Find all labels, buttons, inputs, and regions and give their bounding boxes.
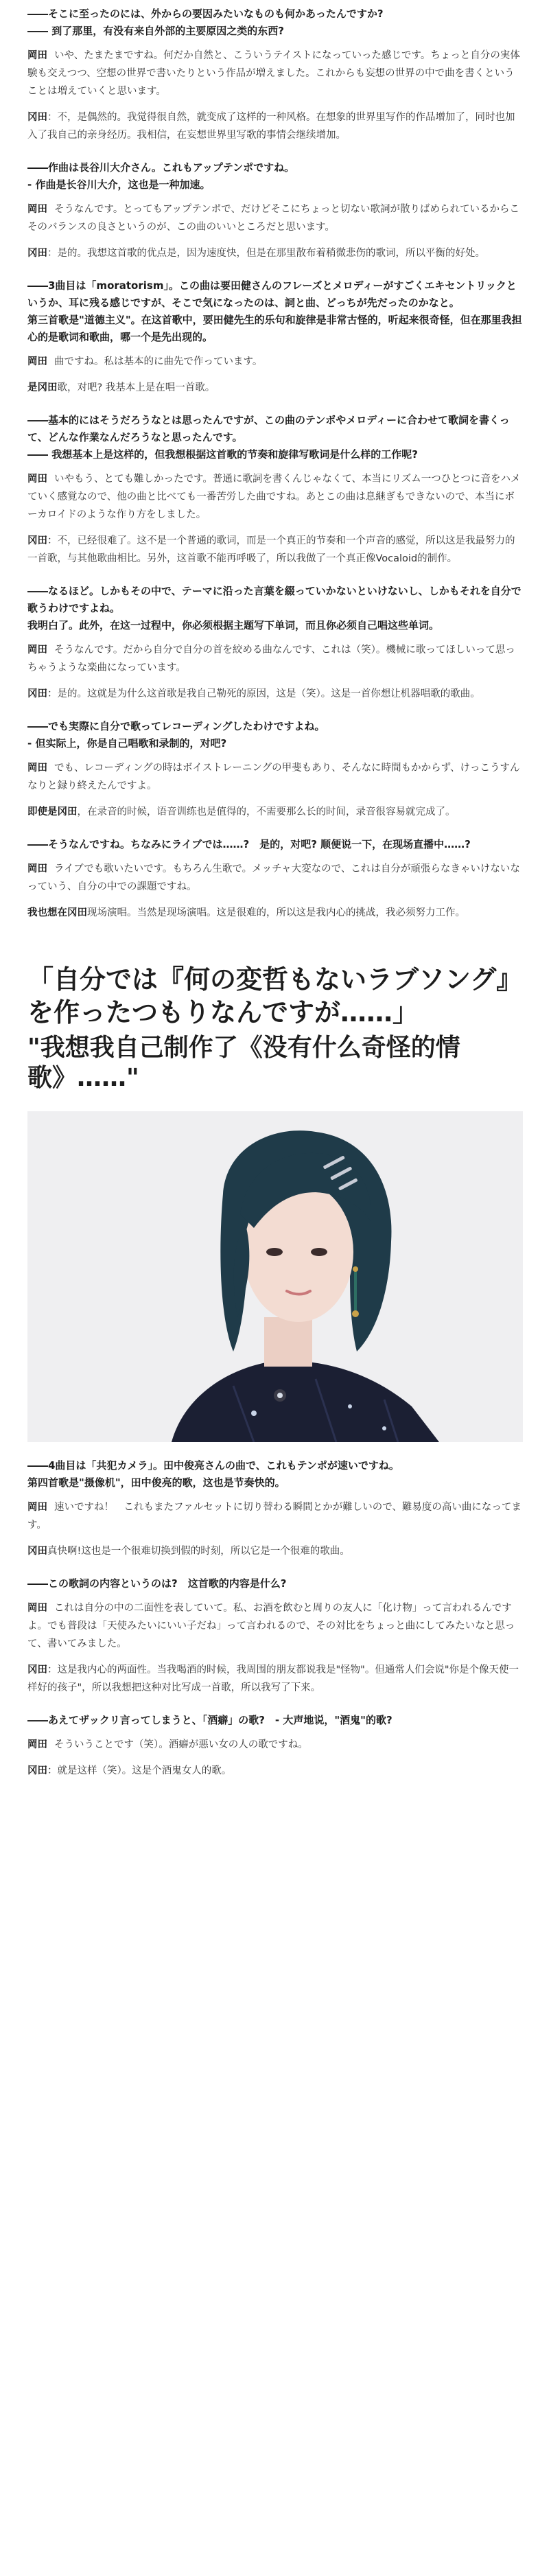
speaker-name: 岡田 (27, 1739, 47, 1750)
answer-paragraph (27, 641, 524, 677)
speaker-name: 我也想在冈田 (27, 907, 87, 918)
question-line: 第四首歌是"摄像机"，田中俊亮的歌，这也是节奏快的。 (27, 1476, 285, 1489)
question-line: ――3曲目は「moratorism」。この曲は要田健さんのフレーズとメロディーがすごくエキセントリックというか、耳に残る感じですが、そこで気になったのは、詞と曲、どっちが先だったのかなと。 (27, 279, 517, 309)
answer-paragraph (27, 353, 524, 371)
answer-text: 歌，对吧? 我基本上是在唱一首歌。 (57, 382, 215, 393)
answer-text: そうなんです。だから自分で自分の首を絞める曲なんです、これは（笑）。機械に歌ってほしいって思っちゃうような楽曲になっています。 (27, 645, 515, 673)
question-line: ―― 我想基本上是这样的，但我想根据这首歌的节奏和旋律写歌词是什么样的工作呢? (27, 448, 418, 461)
speaker-name: 冈田 (27, 248, 47, 259)
speaker-name: 是冈田 (27, 382, 58, 393)
speaker-name: 岡田 (27, 204, 47, 215)
section-heading-ja: 「自分では『何の変哲もないラブソング』を作ったつもりなんですが……」 (27, 964, 523, 1028)
speaker-name: 岡田 (27, 50, 47, 61)
interviewer-question (27, 718, 524, 752)
speaker-name: 岡田 (27, 474, 47, 485)
answer-paragraph (27, 904, 524, 922)
speaker-name: 冈田 (27, 112, 47, 123)
speaker-name: 即使是冈田 (27, 807, 78, 817)
question-line: ――4曲目は「共犯カメラ」。田中俊亮さんの曲で、これもテンポが速いですね。 (27, 1459, 399, 1472)
interviewer-question (27, 159, 524, 194)
answer-paragraph (27, 532, 524, 568)
answer-text: 真快啊!这也是一个很难切换到假的时刻，所以它是一个很难的歌曲。 (47, 1546, 350, 1557)
interviewer-question (27, 1712, 524, 1729)
question-line: ――でも実際に自分で歌ってレコーディングしたわけですよね。 (27, 720, 325, 732)
answer-paragraph (27, 1599, 524, 1653)
artist-photo (27, 1111, 523, 1442)
speaker-name: 岡田 (27, 863, 47, 874)
speaker-name: 冈田 (27, 688, 47, 699)
answer-text: いやもう、とても難しかったです。普通に歌詞を書くんじゃなくて、本当にリズム一つひとつに音をハメていく感覚なので、他の曲と比べても一番苦労した曲ですね。あとこの曲は息継ぎもできないので、本当にボーカロイドのような作り方をしました。 (27, 474, 521, 520)
answer-text: 曲ですね。私は基本的に曲先で作っています。 (54, 356, 263, 367)
interviewer-question (27, 583, 524, 634)
interviewer-question (27, 1575, 524, 1592)
answer-paragraph (27, 1762, 524, 1780)
answer-text: そうなんです。とってもアップテンポで、だけどそこにちょっと切ない歌詞が散りばめられているからこそのバランスの良さというのが、この曲のいいところだと思います。 (27, 204, 520, 233)
interviewer-question (27, 412, 524, 463)
answer-paragraph (27, 685, 524, 703)
question-line: ――そうなんですね。ちなみにライブでは……? 是的，对吧? 顺便说一下，在现场直播中……? (27, 838, 471, 850)
answer-paragraph (27, 470, 524, 524)
answer-paragraph (27, 1542, 524, 1560)
interviewer-question (27, 836, 524, 853)
answer-paragraph (27, 860, 524, 896)
answer-text: 速いですね！ これもまたファルセットに切り替わる瞬間とかが難しいので、難易度の高い曲になってます。 (27, 1502, 521, 1531)
interviewer-question (27, 1457, 524, 1492)
question-line: - 作曲是长谷川大介，这也是一种加速。 (27, 178, 211, 191)
answer-text: ：是的。这就是为什么这首歌是我自己勒死的原因，这是（笑）。这是一首你想让机器唱歌的歌曲。 (47, 688, 480, 699)
question-line: ――作曲は長谷川大介さん。これもアップテンポですね。 (27, 161, 295, 174)
answer-text: ：不，是偶然的。我觉得很自然，就变成了这样的一种风格。在想象的世界里写作的作品增加了，同时也加入了我自己的亲身经历。我相信，在妄想世界里写歌的事情会继续增加。 (27, 112, 515, 141)
answer-text: そういうことです（笑）。酒癖が悪い女の人の歌ですね。 (54, 1739, 308, 1750)
answer-text: ：就是这样（笑）。这是个酒鬼女人的歌。 (47, 1765, 232, 1776)
speaker-name: 冈田 (27, 1546, 47, 1557)
question-line: ――そこに至ったのには、外からの要因みたいなものも何かあったんですか? (27, 8, 384, 20)
answer-text: ，在录音的时候，语音训练也是值得的，不需要那么长的时间，录音很容易就完成了。 (77, 807, 456, 817)
answer-paragraph (27, 47, 524, 100)
answer-paragraph (27, 1498, 524, 1534)
answer-paragraph (27, 244, 524, 262)
portrait-illustration (27, 1111, 523, 1442)
question-line: ――基本的にはそうだろうなとは思ったんですが、この曲のテンポやメロディーに合わせて歌詞を書くって、どんな作業なんだろうなと思ったんです。 (27, 414, 510, 443)
answer-paragraph (27, 803, 524, 821)
answer-paragraph (27, 108, 524, 144)
interviewer-question (27, 5, 524, 40)
speaker-name: 岡田 (27, 1502, 47, 1513)
answer-text: ：不，已经很难了。这不是一个普通的歌词，而是一个真正的节奏和一个声音的感觉，所以这是我最努力的一首歌，与其他歌曲相比。另外，这首歌不能再呼吸了，所以我做了一个真正像Vocaloid的制作。 (27, 535, 515, 564)
interviewer-question (27, 277, 524, 346)
interview-section-2 (27, 1457, 524, 1780)
speaker-name: 岡田 (27, 356, 47, 367)
answer-text: これは自分の中の二面性を表していて。私、お酒を飲むと周りの友人に「化け物」って言われるんですよ。でも普段は「天使みたいにいい子だね」って言われるので、その対比をちょっと曲にしてみたいなと思って、書いてみました。 (27, 1603, 515, 1649)
speaker-name: 冈田 (27, 1664, 47, 1675)
answer-text: ：这是我内心的两面性。当我喝酒的时候，我周围的朋友都说我是"怪物"。但通常人们会说"你是个像天使一样好的孩子"，所以我想把这种对比写成一首歌，所以我写了下来。 (27, 1664, 519, 1693)
section-heading (27, 963, 524, 1093)
question-line: ――なるほど。しかもその中で、テーマに沿った言葉を綴っていかないといけないし、しかもそれを自分で歌うわけですよね。 (27, 585, 521, 614)
speaker-name: 岡田 (27, 645, 47, 655)
interview-section-1 (27, 5, 524, 922)
answer-paragraph (27, 759, 524, 795)
question-line: 第三首歌是"道德主义"。在这首歌中，要田健先生的乐句和旋律是非常古怪的，听起来很奇怪，但在那里我担心的是歌词和歌曲，哪一个是先出现的。 (27, 314, 522, 343)
answer-text: ライブでも歌いたいです。もちろん生歌で。メッチャ大変なので、これは自分が頑張らなきゃいけないなっていう、自分の中での課題ですね。 (27, 863, 520, 892)
question-line: ――この歌詞の内容というのは? 这首歌的内容是什么? (27, 1577, 287, 1590)
speaker-name: 岡田 (27, 763, 47, 774)
answer-text: でも、レコーディングの時はボイストレーニングの甲斐もあり、そんなに時間もかからず、けっこうすんなりと録り終えたんですよ。 (27, 763, 520, 791)
section-heading-zh: "我想我自己制作了《没有什么奇怪的情歌》……" (27, 1034, 460, 1092)
answer-paragraph (27, 379, 524, 397)
answer-paragraph (27, 200, 524, 236)
answer-text: ：是的。我想这首歌的优点是，因为速度快，但是在那里散布着稍微悲伤的歌词，所以平衡的好处。 (47, 248, 485, 259)
question-line: ―― 到了那里，有没有来自外部的主要原因之类的东西? (27, 25, 284, 37)
answer-text: 现场演唱。当然是现场演唱。这是很难的，所以这是我内心的挑战，我必须努力工作。 (87, 907, 465, 918)
answer-text: いや、たまたまですね。何だか自然と、こういうテイストになっていった感じです。ちょっと自分の実体験も交えつつ、空想の世界で書いたりという作品が増えました。これからも妄想の世界の中で曲を書くということは増えていくと思います。 (27, 50, 520, 97)
question-line: - 但实际上，你是自己唱歌和录制的，对吧? (27, 737, 227, 750)
answer-paragraph (27, 1661, 524, 1697)
speaker-name: 冈田 (27, 535, 47, 546)
question-line: ――あえてザックリ言ってしまうと、「酒癖」の歌? - 大声地说，"酒鬼"的歌? (27, 1714, 392, 1726)
speaker-name: 冈田 (27, 1765, 47, 1776)
question-line: 我明白了。此外，在这一过程中，你必须根据主题写下单词，而且你必须自己唱这些单词。 (27, 619, 440, 631)
speaker-name: 岡田 (27, 1603, 47, 1614)
answer-paragraph (27, 1736, 524, 1754)
